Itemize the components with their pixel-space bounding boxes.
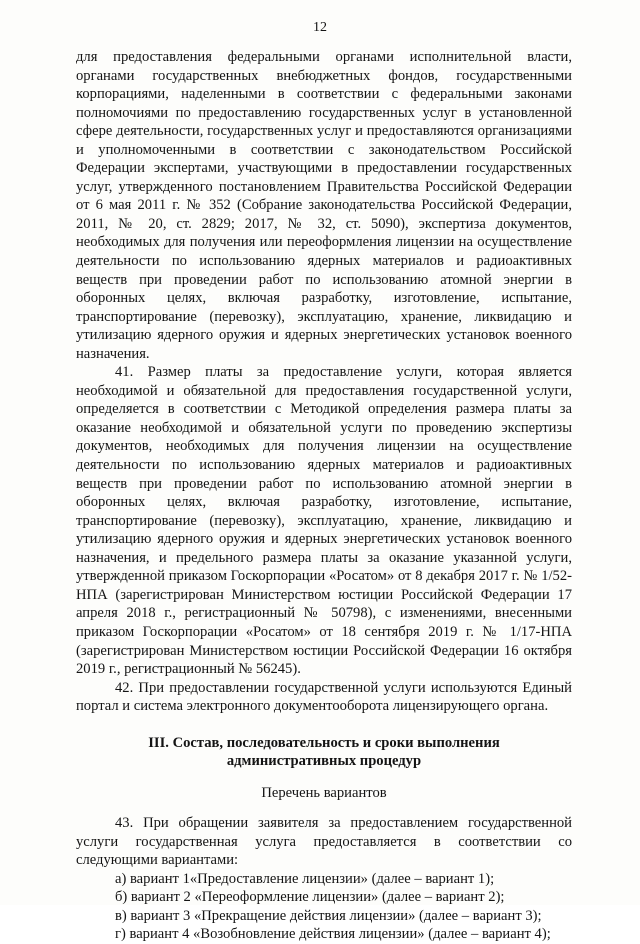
- section-subheading: Перечень вариантов: [261, 784, 387, 801]
- variant-list-item: а) вариант 1«Предоставление лицензии» (далее – вариант 1);: [115, 870, 495, 887]
- paragraph-42: 42. При предоставлении государственной услуги используются Единый портал и система электронного документооборота лицензирующего органа.: [76, 679, 572, 715]
- variant-list: [76, 870, 572, 944]
- paragraph-continuation: для предоставления федеральными органами исполнительной власти, органами государственных внебюджетных фондов, государственными корпорациями, наделенными в соответствии с федеральными законами полномочиями по предоставлению государственных услуг в установленной сфере деятельности, государственных услуг и предоставляются организациями и уполномоченными в соответствии с законодательством Российской Федерации экспертами, участвующими в предоставлении государственных услуг, утвержденного постановлением Правительства Российской Федерации от 6 мая 2011 г. № 352 (Собрание законодательства Российской Федерации, 2011, № 20, ст. 2829; 2017, № 32, ст. 5090), экспертиза документов, необходимых для получения или переоформления лицензии на осуществление деятельности по использованию ядерных материалов и радиоактивных веществ при проведении работ по использованию атомной энергии в оборонных целях, включая разработку, изготовление, испытание, транспортирование (перевозку), эксплуатацию, хранение, ликвидацию и утилизацию ядерного оружия и ядерных энергетических установок военного назначения.: [76, 49, 572, 362]
- variant-list-item: в) вариант 3 «Прекращение действия лицензии» (далее – вариант 3);: [115, 907, 542, 924]
- paragraph-41: 41. Размер платы за предоставление услуги, которая является необходимой и обязательной для предоставления государственной услуги, определяется в соответствии с Методикой определения размера платы за оказание необходимой и обязательной услуги по проведению экспертизы документов, необходимых для получения лицензии на осуществление деятельности по использованию ядерных материалов и радиоактивных веществ при проведении работ по использованию атомной энергии в оборонных целях, включая разработку, изготовление, испытание, транспортирование (перевозку), эксплуатацию, хранение, ликвидацию и утилизацию ядерного оружия и ядерных энергетических установок военного назначения, и предельного размера платы за оказание указанной услуги, утвержденной приказом Госкорпорации «Росатом» от 8 декабря 2017 г. № 1/52-НПА (зарегистрирован Министерством юстиции Российской Федерации 17 апреля 2018 г., регистрационный № 50798), с изменениями, внесенными приказом Госкорпорации «Росатом» от 18 сентября 2019 г. № 1/17-НПА (зарегистрирован Министерством юстиции Российской Федерации 16 октября 2019 г., регистрационный № 56245).: [76, 364, 572, 678]
- section-heading-line-2: административных процедур: [226, 753, 422, 770]
- section-heading-line-1: III. Состав, последовательность и сроки выполнения: [148, 734, 500, 751]
- section-heading: [76, 734, 572, 771]
- page-number: 12: [313, 20, 327, 35]
- variant-list-item: б) вариант 2 «Переоформление лицензии» (далее – вариант 2);: [115, 889, 505, 906]
- document-body: [76, 48, 572, 944]
- variant-list-item: г) вариант 4 «Возобновление действия лицензии» (далее – вариант 4);: [115, 926, 551, 943]
- paragraph-43: 43. При обращении заявителя за предоставлением государственной услуги государственная услуга предоставляется в соответствии со следующими вариантами:: [76, 815, 572, 869]
